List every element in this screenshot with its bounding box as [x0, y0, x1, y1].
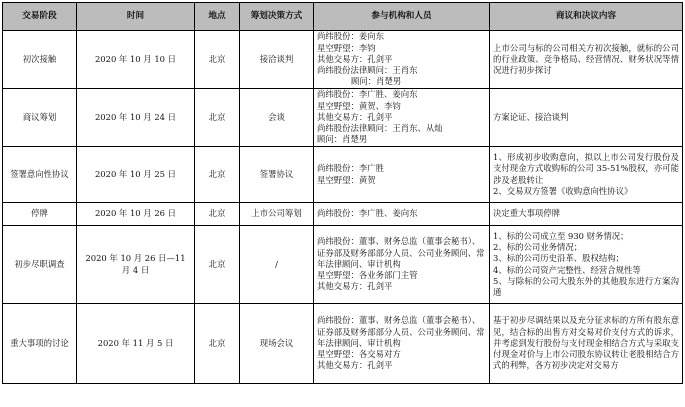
date-cell: 2020 年 10 月 24 日 — [77, 89, 195, 147]
date-cell: 2020 年 10 月 26 日—11 月 4 日 — [77, 226, 195, 304]
header-content: 商议和决议内容 — [490, 3, 683, 31]
stage-cell: 商议筹划 — [3, 89, 77, 147]
header-method: 筹划决策方式 — [240, 3, 314, 31]
participant-line: 星空野望：李钧 — [317, 42, 376, 53]
header-date: 时间 — [77, 3, 195, 31]
method-cell: 会谈 — [240, 89, 314, 147]
participant-line: 其他交易方：孔剑平 — [317, 111, 393, 122]
content-line: 4、标的公司资产完整性、经营合规性等 — [493, 264, 641, 275]
participant-line: 尚纬股份：李广胜、姜向东 — [317, 208, 418, 219]
place-cell: 北京 — [195, 89, 240, 147]
date-cell: 2020 年 11 月 5 日 — [77, 304, 195, 384]
participant-line: 尚纬股份：董事、财务总监（董事会秘书）、证券部及财务部部分人员、公司业务顾问、常年法律顾问、审计机构 — [317, 236, 485, 269]
content-line: 基于初步尽调结果以及充分征求标的方所有股东意见，结合标的出售方对交易对价支付方式的诉求，并考虑到发行股份与支付现金相结合方式与采取支付现金对价与上市公司股东协议转让老股相结合方式的利弊，各方初步决定对交易方 — [493, 315, 679, 371]
participants-cell — [314, 31, 490, 89]
participant-line: 星空野望：黄贺、李钧 — [317, 100, 401, 111]
participant-line: 星空野望：各交易对方 — [317, 349, 401, 360]
participants-cell — [314, 226, 490, 304]
header-stage: 交易阶段 — [3, 3, 77, 31]
method-cell: 接洽谈判 — [240, 31, 314, 89]
content-cell — [490, 203, 683, 226]
participant-line: 尚纬股份：董事、财务总监（董事会秘书）、证券部及财务部部分人员、公司业务顾问、常年法律顾问、审计机构 — [317, 315, 485, 348]
content-line: 1、形成初步收购意向，拟以上市公司发行股份及支付现金方式收购标的公司 35-51%股权，亦可能涉及老股转让 — [493, 151, 679, 185]
header-place: 地点 — [195, 3, 240, 31]
content-cell — [490, 226, 683, 304]
participant-line: 尚纬股份法律顾问：王肖东、从灿 — [317, 123, 443, 134]
participant-line: 尚纬股份：姜向东 — [317, 31, 384, 42]
participant-line: 其他交易方：孔剑平 — [317, 360, 393, 371]
content-line: 决定重大事项停牌 — [493, 208, 560, 219]
header-participants: 参与机构和人员 — [314, 3, 490, 31]
participant-line: 尚纬股份：李广胜 — [317, 163, 384, 174]
table-row — [3, 203, 683, 226]
method-cell: 现场会议 — [240, 304, 314, 384]
stage-cell: 重大事项的讨论 — [3, 304, 77, 384]
content-line: 1、标的公司成立至 930 财务情况； — [493, 230, 629, 241]
content-cell — [490, 89, 683, 147]
date-cell: 2020 年 10 月 10 日 — [77, 31, 195, 89]
place-cell: 北京 — [195, 226, 240, 304]
place-cell: 北京 — [195, 203, 240, 226]
header-row — [3, 3, 683, 31]
stage-cell: 初步尽职调查 — [3, 226, 77, 304]
stage-cell: 签署意向性协议 — [3, 147, 77, 203]
table-row — [3, 147, 683, 203]
place-cell: 北京 — [195, 147, 240, 203]
table-row — [3, 31, 683, 89]
participant-line: 尚纬股份法律顾问：王肖东 — [317, 65, 418, 76]
content-line: 3、标的公司历史沿革、股权结构； — [493, 253, 624, 264]
participants-cell — [314, 147, 490, 203]
content-line: 2、标的公司业务情况； — [493, 241, 583, 252]
content-cell — [490, 147, 683, 203]
stage-cell: 停牌 — [3, 203, 77, 226]
participant-line: 尚纬股份：李广胜、姜向东 — [317, 89, 418, 100]
participant-line: 星空野望：各业务部门主管 — [317, 270, 418, 281]
method-cell: 上市公司筹划 — [240, 203, 314, 226]
content-line: 上市公司与标的公司相关方初次接触，就标的公司的行业政策、竞争格局、经营情况、财务状况等情况进行初步探讨 — [493, 42, 679, 76]
stage-cell: 初次接触 — [3, 31, 77, 89]
content-cell — [490, 31, 683, 89]
participant-line: 顾问：肖楚男 — [351, 76, 402, 87]
content-line: 2、交易双方签署《收购意向性协议》 — [493, 185, 633, 196]
table-row — [3, 89, 683, 147]
table-row — [3, 226, 683, 304]
place-cell: 北京 — [195, 31, 240, 89]
table-row — [3, 304, 683, 384]
participant-line: 顾问：肖楚男 — [317, 134, 368, 145]
participants-cell — [314, 304, 490, 384]
place-cell: 北京 — [195, 304, 240, 384]
participants-cell — [314, 89, 490, 147]
participants-cell — [314, 203, 490, 226]
method-cell: 签署协议 — [240, 147, 314, 203]
participant-line: 星空野望：黄贺 — [317, 174, 376, 185]
content-cell — [490, 304, 683, 384]
participant-line: 其他交易方：孔剑平 — [317, 281, 393, 292]
participant-line: 其他交易方：孔剑平 — [317, 53, 393, 64]
date-cell: 2020 年 10 月 26 日 — [77, 203, 195, 226]
method-cell: / — [240, 226, 314, 304]
date-cell: 2020 年 10 月 25 日 — [77, 147, 195, 203]
content-line: 5、与除标的公司大股东外的其他股东进行方案沟通 — [493, 275, 679, 298]
transaction-process-table — [2, 2, 683, 384]
content-line: 方案论证、接洽谈判 — [493, 111, 569, 122]
